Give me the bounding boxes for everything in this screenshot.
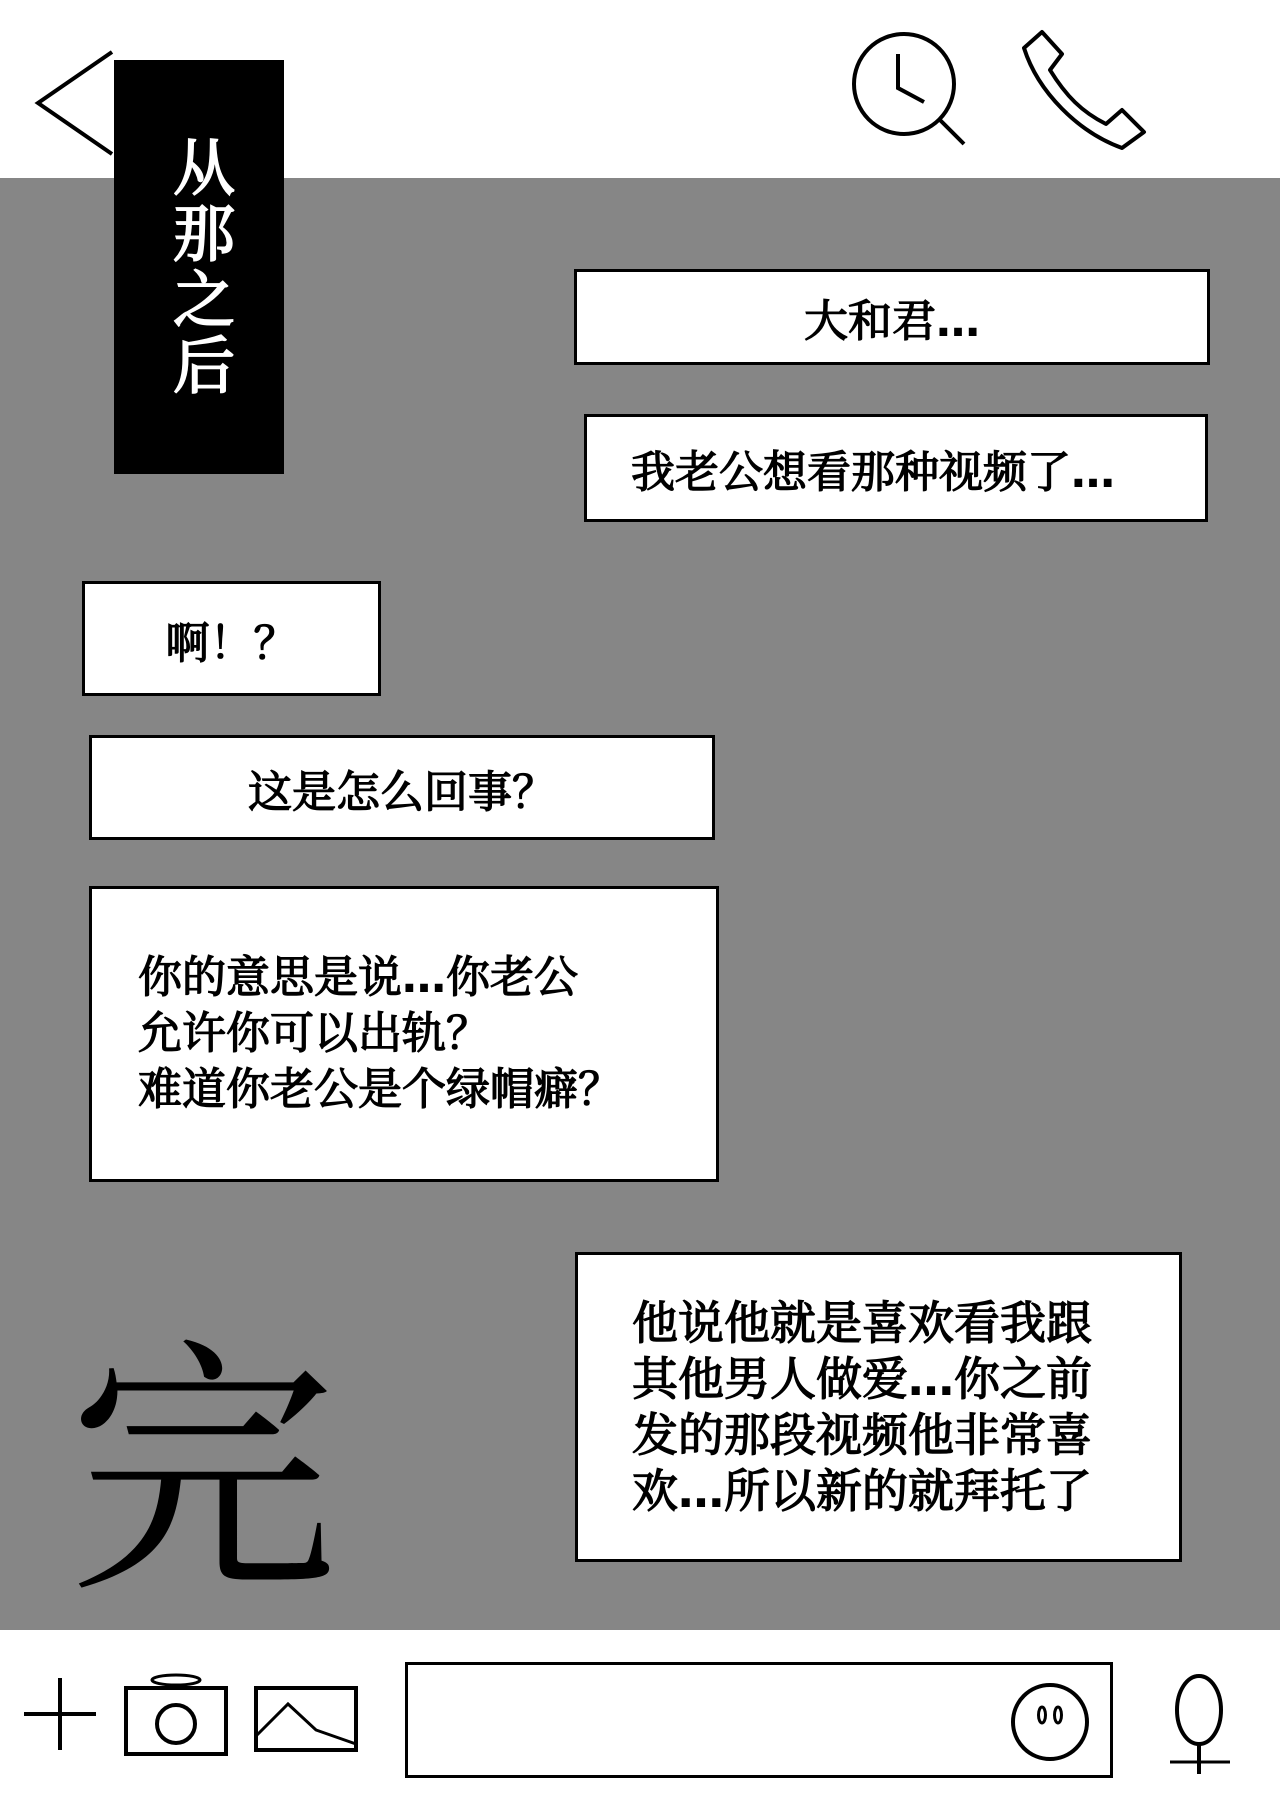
end-mark: 完 — [68, 1315, 338, 1630]
message-text: 这是怎么回事？ — [248, 766, 556, 818]
camera-icon[interactable] — [124, 1672, 228, 1756]
message-bubble-outgoing — [89, 735, 715, 840]
phone-icon[interactable] — [1018, 28, 1148, 152]
message-bubble-incoming — [574, 269, 1210, 365]
message-bubble-incoming — [575, 1252, 1182, 1562]
image-icon[interactable] — [254, 1686, 358, 1752]
plus-icon[interactable] — [22, 1676, 98, 1752]
message-bubble-incoming — [584, 414, 1208, 522]
message-text: 啊！？ — [165, 617, 298, 669]
clock-search-icon[interactable] — [848, 30, 970, 148]
message-text: 你的意思是说…你老公 允许你可以出轨？ 难道你老公是个绿帽癖？ — [138, 952, 622, 1115]
page-title — [114, 60, 284, 474]
page-title-text: 从那之后 — [162, 135, 236, 399]
message-text: 我老公想看那种视频了… — [631, 447, 1115, 498]
message-input[interactable] — [405, 1662, 1113, 1778]
message-bubble-outgoing — [82, 581, 381, 696]
message-bubble-outgoing — [89, 886, 719, 1182]
message-text: 大和君… — [804, 296, 980, 347]
emoji-icon[interactable] — [1010, 1682, 1090, 1762]
microphone-icon[interactable] — [1164, 1672, 1234, 1776]
back-arrow-icon[interactable] — [34, 48, 114, 158]
message-text: 他说他就是喜欢看我跟 其他男人做爱…你之前 发的那段视频他非常喜 欢…所以新的就拜托了 — [632, 1296, 1092, 1518]
